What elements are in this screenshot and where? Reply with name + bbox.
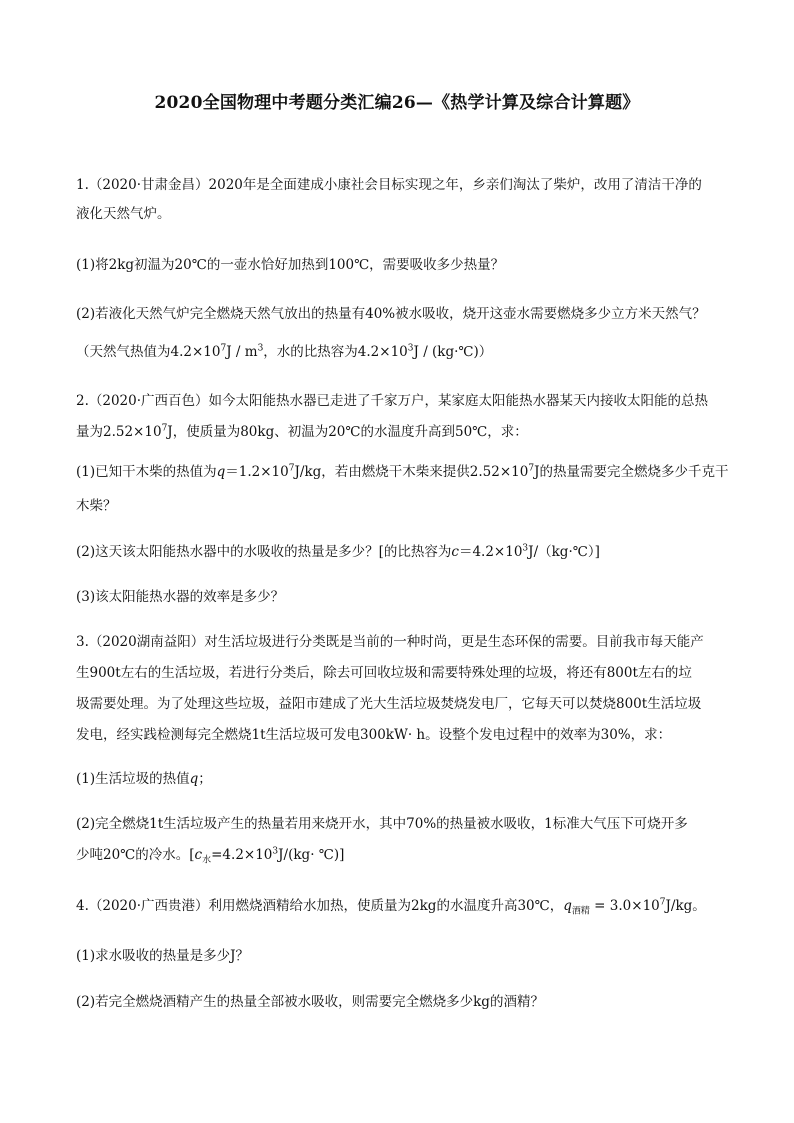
document-title: 2020全国物理中考题分类汇编26—《热学计算及综合计算题》 [154, 93, 640, 113]
q3-stem-line-3: 圾需要处理。为了处理这些垃圾，益阳市建成了光大生活垃圾焚烧发电厂，它每天可以焚烧800t生活垃圾 [76, 696, 702, 712]
q1-stem-line-2: 液化天然气炉。 [76, 206, 171, 222]
q2-p1-text-4: J的热量需要完全燃烧多少千克干 [534, 464, 729, 480]
q3-p3-symbol-c: c [194, 847, 203, 863]
q2-stem-text-1: 量为2.52×10 [76, 424, 162, 440]
q3-part-1 [76, 770, 212, 788]
q1-const-text-3: ，水的比热容为4.2×10 [263, 344, 408, 360]
q1-const-text-2: J / m [226, 344, 258, 360]
q3-p3-sup-1: 3 [272, 846, 279, 857]
q2-p1-text-3: J/kg，若由燃烧干木柴来提供2.52×10 [294, 464, 529, 480]
q4-stem-sub-alcohol: 酒精 [571, 906, 590, 917]
q2-p1-text-2: ＝1.2×10 [225, 464, 289, 480]
q3-p3-text-3: J/(kg· ℃)] [278, 847, 345, 863]
q2-p2-symbol-c: c [451, 544, 459, 560]
q2-stem-sup-1: 7 [161, 423, 168, 434]
q3-stem-line-4: 发电，经实践检测每完全燃烧1t生活垃圾可发电300kW· h。设整个发电过程中的效率为30%，求： [76, 727, 672, 743]
q2-part-2 [76, 543, 600, 561]
q3-stem-line-1: 3.（2020湖南益阳）对生活垃圾进行分类既是当前的一种时尚，更是生态环保的需要。目前我市每天能产 [76, 634, 704, 650]
q4-stem-text-2: = 3.0×10 [589, 898, 660, 914]
q2-part-1-line-2: 木柴？ [76, 498, 117, 514]
q2-stem-text-2: J，使质量为80kg、初温为20℃的水温度升高到50℃，求： [167, 424, 528, 440]
q3-stem-line-2: 生900t左右的生活垃圾，若进行分类后，除去可回收垃圾和需要特殊处理的垃圾，将还有800t左右的垃 [76, 665, 692, 681]
q1-constants [76, 343, 492, 361]
q3-p1-symbol-q: q [189, 771, 199, 787]
q2-p1-text-1: (1)已知干木柴的热值为 [76, 464, 217, 480]
q3-p3-text-2: =4.2×10 [211, 847, 273, 863]
q2-p2-text-2: ＝4.2×10 [458, 544, 523, 560]
q1-part-1: (1)将2kg初温为20℃的一壶水恰好加热到100℃，需要吸收多少热量？ [76, 257, 505, 273]
q1-const-sup-2: 3 [257, 343, 264, 354]
q2-p1-symbol-q: q [216, 464, 226, 480]
q3-p3-sub-water: 水 [202, 855, 212, 866]
q2-part-1-line-1 [76, 463, 728, 481]
q1-const-sup-1: 7 [220, 343, 227, 354]
q3-part-2-line-2 [76, 846, 344, 864]
q2-p2-text-1: (2)这天该太阳能热水器中的水吸收的热量是多少？[的比热容为 [76, 544, 452, 560]
q2-part-3: (3)该太阳能热水器的效率是多少？ [76, 589, 285, 605]
q2-p2-text-3: J/（kg·℃）] [528, 544, 600, 560]
q1-const-text-4: J / (kg·℃)） [413, 344, 493, 360]
q1-stem-line-1: 1.（2020·甘肃金昌）2020年是全面建成小康社会目标实现之年，乡亲们淘汰了柴炉，改用了清洁干净的 [76, 177, 702, 193]
q4-part-2: (2)若完全燃烧酒精产生的热量全部被水吸收，则需要完全燃烧多少kg的酒精？ [76, 994, 544, 1010]
q4-stem-text-3: J/kg。 [665, 898, 706, 914]
q1-part-2: (2)若液化天然气炉完全燃烧天然气放出的热量有40%被水吸收，烧开这壶水需要燃烧多少立方米天然气？ [76, 306, 706, 322]
q2-p1-sup-1: 7 [288, 463, 295, 474]
q3-p1-text-2: ； [198, 771, 212, 787]
q2-stem-line-2 [76, 423, 528, 441]
q4-stem-line-1 [76, 897, 706, 915]
q4-stem-symbol-q: q [563, 898, 572, 914]
q1-const-sup-3: 3 [407, 343, 414, 354]
q3-part-2-line-1: (2)完全燃烧1t生活垃圾产生的热量若用来烧开水，其中70%的热量被水吸收，1标准大气压下可烧开多 [76, 816, 688, 832]
q2-stem-line-1: 2.（2020·广西百色）如今太阳能热水器已走进了千家万户，某家庭太阳能热水器某天内接收太阳能的总热 [76, 393, 709, 409]
q2-p1-sup-2: 7 [528, 463, 535, 474]
q4-part-1: (1)求水吸收的热量是多少J？ [76, 948, 250, 964]
q3-p1-text-1: (1)生活垃圾的热值 [76, 771, 190, 787]
q1-const-text-1: （天然气热值为4.2×10 [76, 344, 221, 360]
q3-p3-text-1: 少吨20℃的冷水。[ [76, 847, 195, 863]
q2-p2-sup-1: 3 [522, 543, 529, 554]
q4-stem-sup-1: 7 [659, 897, 666, 908]
q4-stem-text-1: 4.（2020·广西贵港）利用燃烧酒精给水加热，使质量为2kg的水温度升高30℃， [76, 898, 564, 914]
